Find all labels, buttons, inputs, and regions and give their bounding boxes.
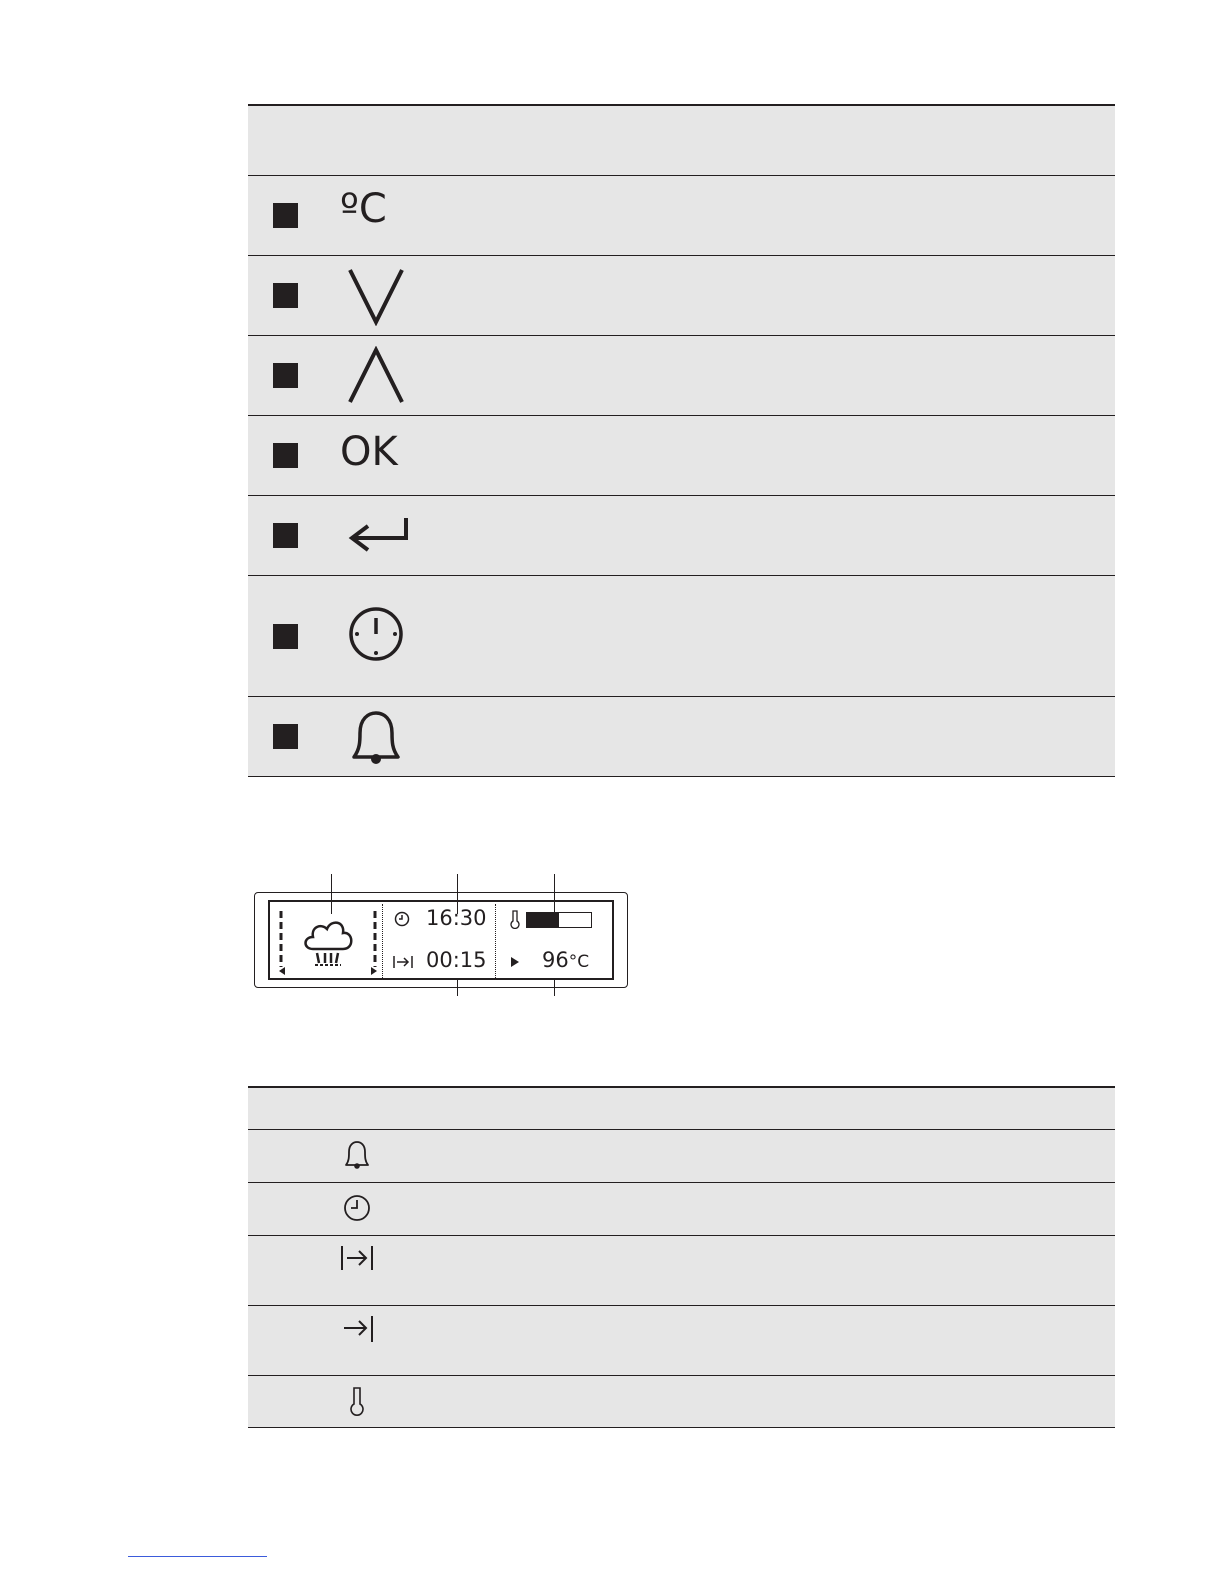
row-bullet	[273, 523, 298, 548]
display-divider	[382, 904, 383, 978]
row-bullet	[273, 203, 298, 228]
control-buttons-table	[248, 104, 1115, 777]
end-time-icon	[340, 1312, 374, 1346]
table-row	[248, 1236, 1115, 1306]
clock-icon	[394, 911, 410, 927]
table-row	[248, 1130, 1115, 1183]
footer-link-underline[interactable]	[128, 1556, 267, 1557]
table-row	[248, 416, 1115, 496]
row-bullet	[273, 624, 298, 649]
table-header-row	[248, 104, 1115, 176]
chevron-down-icon	[340, 266, 412, 326]
clock-icon	[340, 604, 412, 664]
thermometer-icon	[508, 909, 522, 929]
back-arrow-icon	[340, 506, 412, 566]
duration-icon	[392, 954, 414, 970]
chevron-up-icon	[340, 346, 412, 406]
table-row	[248, 336, 1115, 416]
bell-icon	[340, 1139, 374, 1173]
row-bullet	[273, 363, 298, 388]
heat-up-indicator-fill	[527, 913, 559, 927]
display-indicators-table	[248, 1086, 1115, 1428]
play-icon	[510, 956, 520, 968]
table-row	[248, 496, 1115, 576]
heat-up-indicator-bar	[526, 912, 592, 928]
table-row	[248, 176, 1115, 256]
display-divider	[495, 904, 496, 978]
table-row	[248, 1183, 1115, 1236]
row-bullet	[273, 283, 298, 308]
thermometer-icon	[340, 1385, 374, 1419]
clock-icon	[340, 1192, 374, 1226]
table-row	[248, 1306, 1115, 1376]
table-row	[248, 256, 1115, 336]
temperature-unit: °C	[568, 952, 590, 972]
row-bullet	[273, 443, 298, 468]
celsius-icon: ºC	[340, 186, 387, 232]
table-header-row	[248, 1086, 1115, 1130]
ok-icon: OK	[340, 429, 398, 475]
table-row	[248, 576, 1115, 697]
row-bullet	[273, 724, 298, 749]
table-row	[248, 1376, 1115, 1428]
duration-value: 00:15	[426, 948, 487, 972]
temperature-value: 96	[542, 948, 569, 972]
oven-display-illustration	[254, 868, 634, 996]
steam-program-icon	[275, 907, 383, 975]
display-screen	[268, 900, 614, 980]
duration-icon	[340, 1242, 374, 1276]
time-of-day: 16:30	[426, 906, 487, 930]
bell-icon	[340, 707, 412, 767]
table-row	[248, 697, 1115, 777]
